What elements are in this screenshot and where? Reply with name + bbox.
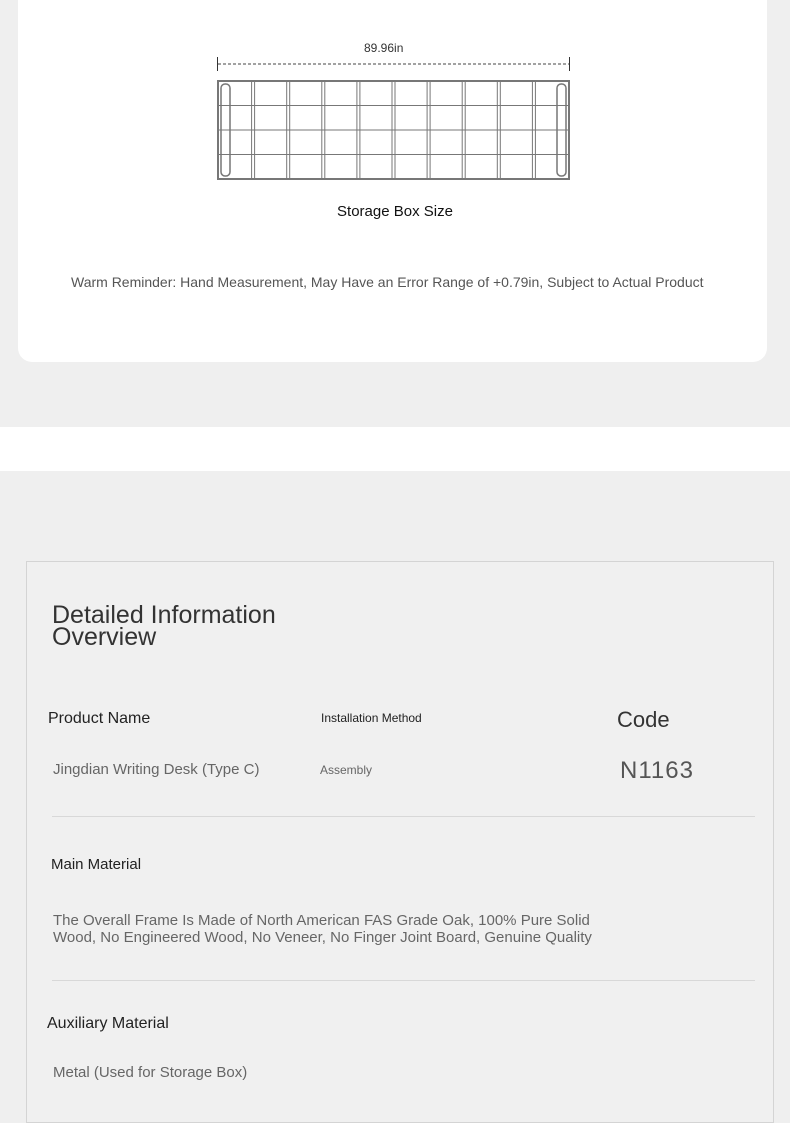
main-material-label: Main Material: [51, 856, 142, 873]
row-divider: [52, 816, 755, 817]
measurement-reminder: Warm Reminder: Hand Measurement, May Have an Error Range of +0.79in, Subject to Actual Product: [71, 274, 704, 290]
product-name-value: Jingdian Writing Desk (Type C): [53, 761, 260, 778]
diagram-caption: Storage Box Size: [337, 203, 453, 220]
code-label: Code: [617, 707, 670, 732]
page-title: Detailed Information Overview: [52, 601, 276, 651]
auxiliary-material-label: Auxiliary Material: [47, 1015, 169, 1032]
code-value: N1163: [620, 757, 694, 784]
storage-box-diagram: [217, 38, 570, 183]
product-name-label: Product Name: [48, 710, 151, 727]
installation-method-value: Assembly: [320, 763, 373, 777]
row-divider: [52, 980, 755, 981]
section-divider: [0, 427, 790, 471]
auxiliary-material-value: Metal (Used for Storage Box): [53, 1064, 248, 1081]
main-material-value: The Overall Frame Is Made of North American FAS Grade Oak, 100% Pure Solid Wood, No Engineered Wood, No Veneer, No Finger Joint Board, Genuine Quality: [53, 912, 592, 946]
installation-method-label: Installation Method: [321, 711, 422, 725]
dimension-label: 89.96in: [364, 41, 404, 55]
